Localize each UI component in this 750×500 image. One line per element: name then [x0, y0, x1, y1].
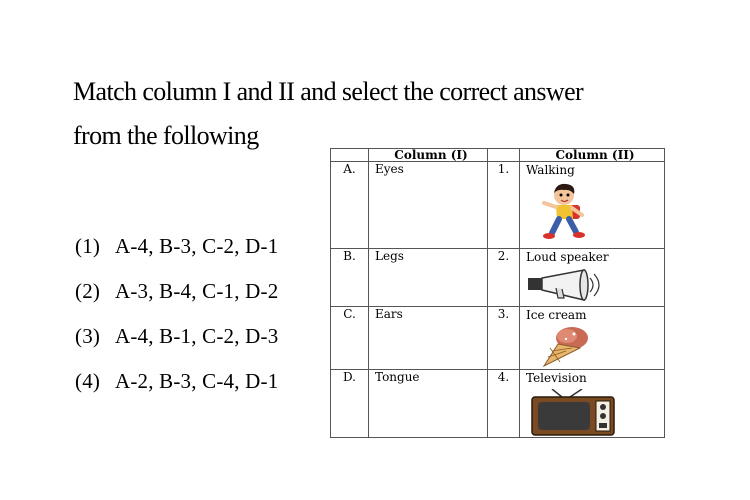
- table-row: [331, 370, 665, 438]
- row-item: Legs: [369, 249, 488, 307]
- loud-speaker-icon: [526, 268, 616, 302]
- row-match: [520, 370, 665, 438]
- match-label: Ice cream: [526, 308, 587, 322]
- row-letter: B.: [331, 249, 369, 307]
- match-label: Loud speaker: [526, 250, 609, 264]
- table-row: [331, 162, 665, 249]
- row-letter: D.: [331, 370, 369, 438]
- match-table: [330, 148, 665, 438]
- table-row: [331, 249, 665, 307]
- match-label: Television: [526, 371, 587, 385]
- row-match: [520, 162, 665, 249]
- row-match: [520, 249, 665, 307]
- match-label: Walking: [526, 163, 575, 177]
- option-3[interactable]: [75, 319, 278, 364]
- option-text: A-2, B-3, C-4, D-1: [115, 369, 279, 393]
- television-icon: [530, 389, 620, 437]
- option-text: A-4, B-1, C-2, D-3: [115, 324, 279, 348]
- question-text: [73, 70, 673, 158]
- option-2[interactable]: [75, 274, 278, 319]
- row-match: [520, 307, 665, 370]
- row-number: 4.: [488, 370, 520, 438]
- row-number: 3.: [488, 307, 520, 370]
- option-text: A-4, B-3, C-2, D-1: [115, 234, 279, 258]
- option-number: (2): [75, 279, 101, 303]
- row-letter: A.: [331, 162, 369, 249]
- option-4[interactable]: [75, 364, 278, 409]
- question-line-2: from the following: [73, 121, 259, 150]
- walking-child-icon: [530, 181, 600, 241]
- option-number: (3): [75, 324, 101, 348]
- answer-options: [75, 229, 278, 409]
- row-number: 1.: [488, 162, 520, 249]
- column-2-header: Column (II): [520, 149, 665, 162]
- row-item: Ears: [369, 307, 488, 370]
- column-1-header: Column (I): [369, 149, 488, 162]
- row-item: Tongue: [369, 370, 488, 438]
- row-letter: C.: [331, 307, 369, 370]
- header-blank-cell: [331, 149, 369, 162]
- option-1[interactable]: [75, 229, 278, 274]
- option-text: A-3, B-4, C-1, D-2: [115, 279, 279, 303]
- row-number: 2.: [488, 249, 520, 307]
- row-item: Eyes: [369, 162, 488, 249]
- ice-cream-icon: [536, 326, 596, 368]
- header-blank-cell: [488, 149, 520, 162]
- question-line-1: Match column I and II and select the correct answer: [73, 77, 584, 106]
- option-number: (1): [75, 234, 101, 258]
- option-number: (4): [75, 369, 101, 393]
- table-row: [331, 307, 665, 370]
- table-header-row: [331, 149, 665, 162]
